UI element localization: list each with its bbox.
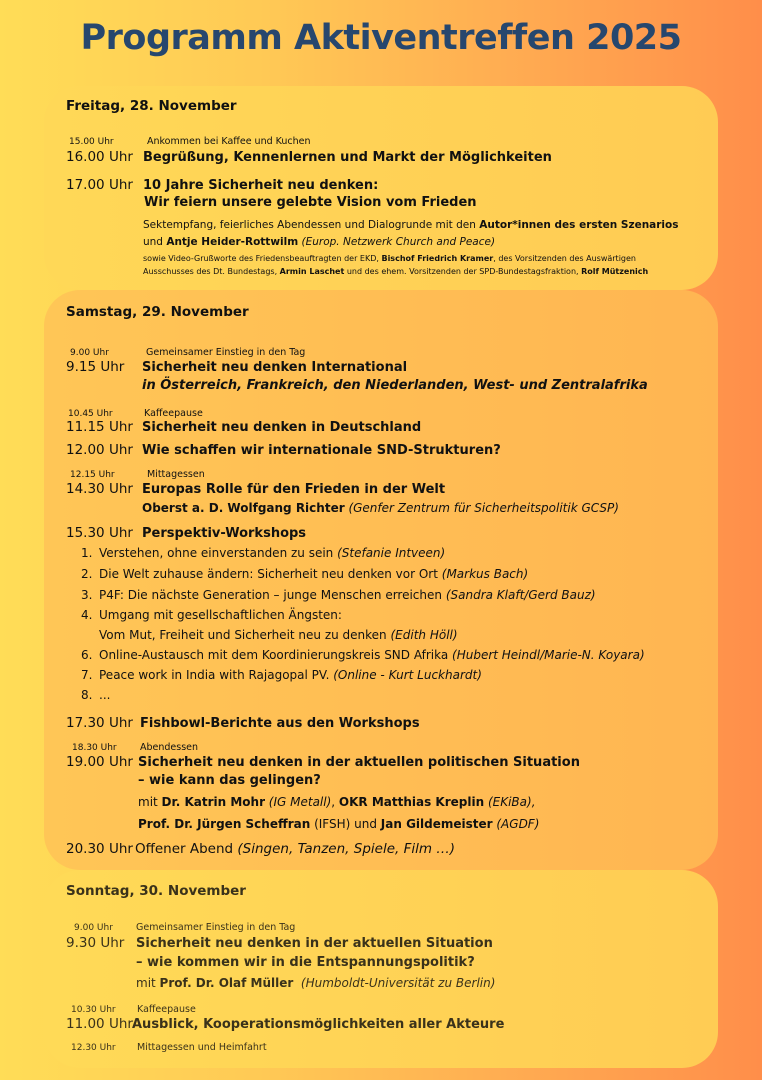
organization: (Genfer Zentrum für Sicherheitspolitik GCSP) (344, 501, 619, 515)
speaker: Jan Gildemeister (380, 817, 493, 831)
text: Bischof Friedrich Kramer (381, 254, 494, 263)
title-line: – wie kann das gelingen? (138, 773, 321, 788)
description: Kaffeepause (144, 408, 203, 419)
workshop-item (81, 608, 342, 622)
time: 16.00 Uhr (66, 149, 133, 165)
time: 14.30 Uhr (66, 481, 133, 497)
text: Antje Heider-Rottwilm (166, 236, 299, 248)
time: 9.30 Uhr (66, 935, 125, 951)
time: 12.30 Uhr (71, 1043, 116, 1053)
title-line: 10 Jahre Sicherheit neu denken: (143, 178, 379, 193)
number: 8. (81, 688, 93, 702)
title-line: – wie kommen wir in die Entspannungspolitik? (136, 955, 475, 970)
text: ... (99, 688, 111, 702)
workshop-item (81, 668, 482, 682)
subtitle: (Singen, Tanzen, Spiele, Film …) (237, 841, 456, 857)
host: (Stefanie Intveen) (337, 546, 446, 560)
schedule-item (66, 522, 306, 541)
text: , des Vorsitzenden des Auswärtigen (493, 254, 636, 263)
schedule-item (66, 478, 445, 497)
text: Verstehen, ohne einverstanden zu sein (99, 546, 338, 560)
time: 19.00 Uhr (66, 754, 133, 770)
speakers-line (136, 976, 495, 990)
description: Ausblick, Kooperationsmöglichkeiten aller Akteure (132, 1017, 505, 1032)
workshop-item (81, 628, 458, 642)
detail-line (143, 236, 495, 248)
schedule-item (66, 1013, 504, 1032)
text: P4F: Die nächste Generation – junge Menschen erreichen (99, 588, 446, 602)
number: 3. (81, 588, 93, 602)
organization: (IG Metall) (264, 795, 332, 809)
time: 11.00 Uhr (66, 1016, 133, 1032)
text: Rolf Mützenich (581, 267, 649, 276)
day-heading: Samstag, 29. November (66, 304, 249, 320)
time: 9.00 Uhr (74, 923, 113, 933)
number: 4. (81, 608, 93, 622)
speaker: Dr. Katrin Mohr (161, 795, 265, 809)
time: 10.45 Uhr (68, 409, 113, 419)
text: (IFSH) und (310, 817, 381, 831)
description: Sicherheit neu denken in Deutschland (142, 420, 422, 435)
time: 17.00 Uhr (66, 177, 133, 193)
text: Sektempfang, feierliches Abendessen und Dialogrunde mit den (143, 219, 480, 231)
text: Umgang mit gesellschaftlichen Ängsten: (99, 608, 342, 622)
text: mit (138, 795, 162, 809)
time: 18.30 Uhr (72, 743, 117, 753)
title-line: Sicherheit neu denken in der aktuellen politischen Situation (138, 755, 580, 770)
text: sowie Video-Grußworte des Friedensbeauftragten der EKD, (143, 254, 382, 263)
description: Kaffeepause (137, 1004, 196, 1015)
text: Autor*innen des ersten Szenarios (479, 219, 679, 231)
organization: (EKiBa), (484, 795, 536, 809)
time: 10.30 Uhr (71, 1005, 116, 1015)
day-panel-saturday (44, 290, 718, 870)
detail-line (143, 267, 648, 276)
host: (Online - Kurt Luckhardt) (333, 668, 482, 682)
time: 12.00 Uhr (66, 442, 133, 458)
host: (Hubert Heindl/Marie-N. Koyara) (452, 648, 645, 662)
text: Vom Mut, Freiheit und Sicherheit neu zu denken (99, 628, 391, 642)
description: Gemeinsamer Einstieg in den Tag (136, 922, 296, 933)
day-heading: Sonntag, 30. November (66, 883, 246, 899)
speaker-line (142, 501, 619, 515)
speakers-line (138, 817, 539, 831)
host: (Edith Höll) (390, 628, 458, 642)
title-line: Sicherheit neu denken in der aktuellen Situation (136, 936, 493, 951)
organization: (AGDF) (492, 817, 540, 831)
schedule-item (66, 751, 580, 770)
day-panel-sunday (44, 870, 718, 1068)
schedule-item (66, 416, 421, 435)
day-heading: Freitag, 28. November (66, 98, 237, 114)
speaker: Prof. Dr. Olaf Müller (159, 976, 294, 990)
description: Gemeinsamer Einstieg in den Tag (146, 347, 306, 358)
text: und des ehem. Vorsitzenden der SPD-Bundestagsfraktion, (344, 267, 582, 276)
page-title: Programm Aktiventreffen 2025 (80, 18, 682, 58)
number: 2. (81, 567, 93, 581)
time: 9.15 Uhr (66, 359, 125, 375)
time: 9.00 Uhr (70, 348, 109, 358)
description: Mittagessen und Heimfahrt (137, 1042, 267, 1053)
number: 7. (81, 668, 93, 682)
description: Europas Rolle für den Frieden in der Welt (142, 482, 446, 497)
schedule-item (66, 146, 552, 165)
time: 15.30 Uhr (66, 525, 133, 541)
detail-line (143, 254, 636, 263)
workshop-item (81, 688, 110, 702)
time: 20.30 Uhr (66, 841, 133, 857)
text: Online-Austausch mit dem Koordinierungskreis SND Afrika (99, 648, 453, 662)
workshop-item (81, 567, 528, 581)
description: Perspektiv-Workshops (142, 526, 307, 541)
text: Peace work in India with Rajagopal PV. (99, 668, 334, 682)
host: (Markus Bach) (441, 567, 529, 581)
number: 1. (81, 546, 93, 560)
time: 15.00 Uhr (69, 137, 114, 147)
text: , (331, 795, 339, 809)
time: 11.15 Uhr (66, 419, 133, 435)
day-panel-friday (44, 86, 718, 290)
schedule-item (66, 439, 501, 458)
text: (Europ. Netzwerk Church and Peace) (298, 236, 496, 248)
subtitle: in Österreich, Frankreich, den Niederlanden, West- und Zentralafrika (142, 378, 648, 393)
description: Ankommen bei Kaffee und Kuchen (147, 136, 311, 147)
number: 6. (81, 648, 93, 662)
speaker: OKR Matthias Kreplin (338, 795, 485, 809)
schedule-item (66, 712, 420, 731)
description: Fishbowl-Berichte aus den Workshops (140, 716, 420, 731)
description: Abendessen (140, 742, 199, 753)
speaker: Prof. Dr. Jürgen Scheffran (138, 817, 311, 831)
organization: (Humboldt-Universität zu Berlin) (293, 976, 496, 990)
text: Die Welt zuhause ändern: Sicherheit neu denken vor Ort (99, 567, 442, 581)
schedule-item (66, 838, 455, 857)
text: Armin Laschet (279, 267, 345, 276)
text: Ausschusses des Dt. Bundestags, (143, 267, 280, 276)
description: Wie schaffen wir internationale SND-Strukturen? (142, 443, 501, 458)
workshop-item (81, 546, 445, 560)
time: 12.15 Uhr (70, 470, 115, 480)
description: Begrüßung, Kennenlernen und Markt der Möglichkeiten (143, 150, 552, 165)
schedule-item (66, 174, 378, 193)
title-line: Wir feiern unsere gelebte Vision vom Frieden (144, 195, 477, 210)
text: und (143, 236, 167, 248)
schedule-item (66, 1035, 267, 1054)
description: Mittagessen (147, 469, 205, 480)
text: mit (136, 976, 160, 990)
speaker: Oberst a. D. Wolfgang Richter (142, 501, 345, 515)
detail-line (143, 219, 679, 231)
schedule-item (66, 356, 407, 375)
description: Sicherheit neu denken International (142, 360, 408, 375)
schedule-item (66, 932, 493, 951)
speakers-line (138, 795, 536, 809)
workshop-item (81, 648, 645, 662)
host: (Sandra Klaft/Gerd Bauz) (445, 588, 596, 602)
workshop-item (81, 588, 596, 602)
time: 17.30 Uhr (66, 715, 133, 731)
description: Offener Abend (134, 841, 238, 857)
